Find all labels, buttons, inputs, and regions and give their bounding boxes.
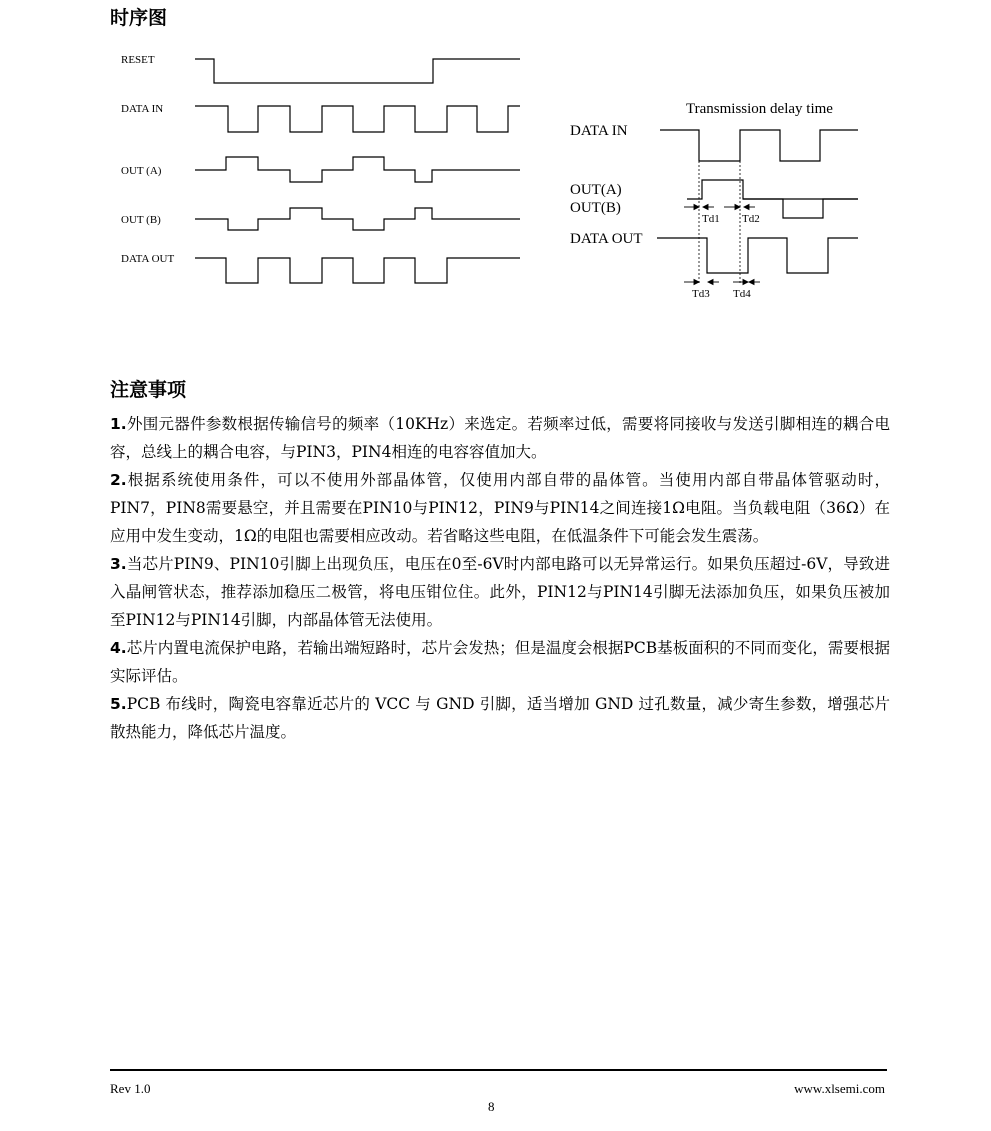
note-number: 1. bbox=[110, 415, 127, 433]
detail-out-a-waveform bbox=[687, 180, 858, 199]
data-out-waveform bbox=[195, 258, 520, 283]
note-item bbox=[110, 410, 890, 466]
detail-label-data-out: DATA OUT bbox=[570, 231, 643, 247]
label-td1: Td1 bbox=[702, 213, 720, 225]
note-text: 当芯片PIN9、PIN10引脚上出现负压，电压在0至-6V时内部电路可以无异常运行。如果负压超过-6V，导致进入晶闸管状态，推荐添加稳压二极管，将电压钳位住。此外，PIN12与PIN14引脚无法添加负压，如果负压被加至PIN12与PIN14引脚，内部晶体管无法使用。 bbox=[110, 555, 890, 629]
detail-title: Transmission delay time bbox=[686, 101, 833, 117]
label-data-in: DATA IN bbox=[121, 103, 164, 115]
note-text: 芯片内置电流保护电路，若输出端短路时，芯片会发热；但是温度会根据PCB基板面积的不同而变化，需要根据实际评估。 bbox=[110, 639, 890, 685]
label-td2: Td2 bbox=[742, 213, 760, 225]
footer-website-link[interactable]: www.xlsemi.com bbox=[794, 1081, 885, 1096]
detail-out-b-waveform bbox=[743, 199, 858, 218]
label-td4: Td4 bbox=[733, 288, 751, 300]
note-number: 4. bbox=[110, 639, 127, 657]
note-item bbox=[110, 690, 890, 746]
detail-label-out-a: OUT(A) bbox=[570, 182, 622, 198]
label-td3: Td3 bbox=[692, 288, 710, 300]
timing-heading: 时序图 bbox=[110, 7, 168, 29]
detail-label-out-b: OUT(B) bbox=[570, 200, 621, 216]
note-item bbox=[110, 550, 890, 634]
note-item bbox=[110, 466, 890, 550]
footer-divider bbox=[110, 1069, 887, 1071]
page-number: 8 bbox=[488, 1099, 495, 1114]
note-number: 5. bbox=[110, 695, 127, 713]
detail-data-in-waveform bbox=[660, 130, 858, 161]
notes-heading: 注意事项 bbox=[110, 379, 187, 401]
label-out-b: OUT (B) bbox=[121, 214, 161, 226]
data-in-waveform bbox=[195, 106, 520, 132]
note-text: 外围元器件参数根据传输信号的频率（10KHz）来选定。若频率过低，需要将同接收与发送引脚相连的耦合电容，总线上的耦合电容，与PIN3，PIN4相连的电容容值加大。 bbox=[110, 415, 890, 461]
note-number: 2. bbox=[110, 471, 127, 489]
reset-waveform bbox=[195, 59, 520, 83]
note-number: 3. bbox=[110, 555, 127, 573]
notes-list bbox=[110, 410, 890, 746]
label-reset: RESET bbox=[121, 54, 155, 66]
note-text: 根据系统使用条件，可以不使用外部晶体管，仅使用内部自带的晶体管。当使用内部自带晶体管驱动时，PIN7，PIN8需要悬空，并且需要在PIN10与PIN12，PIN9与PIN14之间连接1Ω电阻。当负载电阻（36Ω）在应用中发生变动，1Ω的电阻也需要相应改动。若省略这些电阻，在低温条件下可能会发生震荡。 bbox=[110, 471, 890, 545]
footer-revision: Rev 1.0 bbox=[110, 1081, 151, 1096]
timing-diagram bbox=[0, 40, 991, 310]
label-out-a: OUT (A) bbox=[121, 165, 162, 177]
out-a-waveform bbox=[195, 157, 520, 182]
note-item bbox=[110, 634, 890, 690]
out-b-waveform bbox=[195, 208, 520, 230]
detail-data-out-waveform bbox=[657, 238, 858, 273]
label-data-out: DATA OUT bbox=[121, 253, 175, 265]
detail-label-data-in: DATA IN bbox=[570, 123, 628, 139]
note-text: PCB 布线时，陶瓷电容靠近芯片的 VCC 与 GND 引脚，适当增加 GND 过孔数量，减少寄生参数，增强芯片散热能力，降低芯片温度。 bbox=[110, 695, 890, 741]
